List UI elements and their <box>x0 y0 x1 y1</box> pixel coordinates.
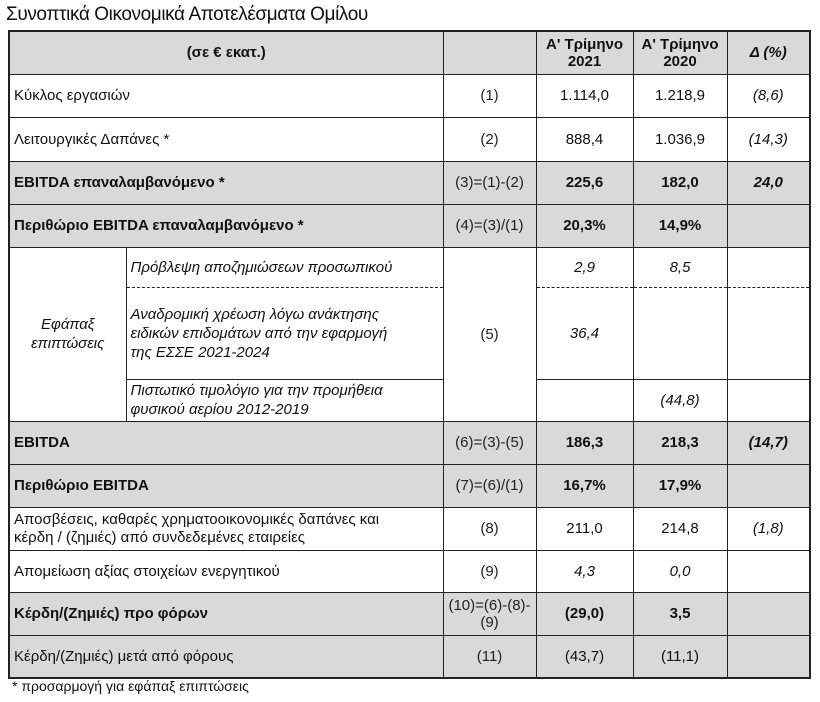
value-2020: 3,5 <box>633 592 727 635</box>
row-profit-after-tax <box>9 635 810 678</box>
value-2020: 1.218,9 <box>633 74 727 117</box>
report-title: Συνοπτικά Οικονομικά Αποτελέσματα Ομίλου <box>6 4 368 25</box>
delta-value <box>727 379 810 421</box>
row-label: Λειτουργικές Δαπάνες * <box>9 117 443 161</box>
row-one-off-2 <box>9 287 810 379</box>
delta-value: (8,6) <box>727 74 810 117</box>
value-2021: 211,0 <box>536 507 633 550</box>
row-ebitda-recurring-margin <box>9 204 810 247</box>
header-row <box>9 31 810 74</box>
row-profit-before-tax <box>9 592 810 635</box>
row-opex <box>9 117 810 161</box>
header-q1-2020: Α' Τρίμηνο 2020 <box>633 31 727 74</box>
value-2021: (29,0) <box>536 592 633 635</box>
value-2021: 2,9 <box>536 247 633 287</box>
header-q1-2021: Α' Τρίμηνο 2021 <box>536 31 633 74</box>
row-label: Αποσβέσεις, καθαρές χρηματοοικονομικές δαπάνες και κέρδη / (ζημιές) από συνδεδεμένες εταιρείες <box>9 507 443 550</box>
value-2020: (44,8) <box>633 379 727 421</box>
row-label: Κέρδη/(Ζημιές) προ φόρων <box>9 592 443 635</box>
value-2020: 14,9% <box>633 204 727 247</box>
row-ref: (7)=(6)/(1) <box>443 464 536 507</box>
row-ref: (9) <box>443 550 536 592</box>
unit-label: (σε € εκατ.) <box>9 31 443 74</box>
value-2020: 17,9% <box>633 464 727 507</box>
row-one-off-1 <box>9 247 810 287</box>
row-ref: (10)=(6)-(8)-(9) <box>443 592 536 635</box>
row-sales <box>9 74 810 117</box>
delta-value: 24,0 <box>727 161 810 204</box>
value-2021: 16,7% <box>536 464 633 507</box>
value-2020: 214,8 <box>633 507 727 550</box>
value-2021: 888,4 <box>536 117 633 161</box>
value-2020 <box>633 287 727 379</box>
one-off-group-label: Εφάπαξ επιπτώσεις <box>9 247 126 421</box>
value-2020: 0,0 <box>633 550 727 592</box>
value-2021: 36,4 <box>536 287 633 379</box>
delta-value <box>727 204 810 247</box>
row-ebitda <box>9 421 810 464</box>
value-2021: 4,3 <box>536 550 633 592</box>
row-label: Κέρδη/(Ζημιές) μετά από φόρους <box>9 635 443 678</box>
row-label: EBITDA επαναλαμβανόμενο * <box>9 161 443 204</box>
value-2021: 225,6 <box>536 161 633 204</box>
delta-value <box>727 635 810 678</box>
delta-value: (14,3) <box>727 117 810 161</box>
row-ref: (5) <box>443 247 536 421</box>
row-ref: (2) <box>443 117 536 161</box>
row-ref: (4)=(3)/(1) <box>443 204 536 247</box>
row-label: Κύκλος εργασιών <box>9 74 443 117</box>
row-label: Περιθώριο EBITDA επαναλαμβανόμενο * <box>9 204 443 247</box>
value-2021: 1.114,0 <box>536 74 633 117</box>
delta-value <box>727 464 810 507</box>
row-depreciation <box>9 507 810 550</box>
delta-value <box>727 550 810 592</box>
value-2020: (11,1) <box>633 635 727 678</box>
row-label: Απομείωση αξίας στοιχείων ενεργητικού <box>9 550 443 592</box>
row-ref: (8) <box>443 507 536 550</box>
value-2021: 186,3 <box>536 421 633 464</box>
row-one-off-3 <box>9 379 810 421</box>
row-ref: (3)=(1)-(2) <box>443 161 536 204</box>
one-off-item-label: Πιστωτικό τιμολόγιο για την προμήθεια φυσικού αερίου 2012-2019 <box>126 379 443 421</box>
value-2020: 218,3 <box>633 421 727 464</box>
one-off-item-label: Πρόβλεψη αποζημιώσεων προσωπικού <box>126 247 443 287</box>
one-off-item-label: Αναδρομική χρέωση λόγω ανάκτησης ειδικών επιδομάτων από την εφαρμογή της ΕΣΣΕ 2021-2024 <box>126 287 443 379</box>
row-ref: (1) <box>443 74 536 117</box>
delta-value <box>727 592 810 635</box>
footnote: * προσαρμογή για εφάπαξ επιπτώσεις <box>12 678 249 694</box>
row-ref: (6)=(3)-(5) <box>443 421 536 464</box>
delta-value: (1,8) <box>727 507 810 550</box>
delta-value <box>727 247 810 287</box>
value-2020: 8,5 <box>633 247 727 287</box>
value-2021: 20,3% <box>536 204 633 247</box>
value-2020: 182,0 <box>633 161 727 204</box>
header-ref-cell <box>443 31 536 74</box>
delta-value: (14,7) <box>727 421 810 464</box>
delta-value <box>727 287 810 379</box>
row-ebitda-margin <box>9 464 810 507</box>
row-label: Περιθώριο EBITDA <box>9 464 443 507</box>
row-ref: (11) <box>443 635 536 678</box>
value-2021: (43,7) <box>536 635 633 678</box>
header-delta: Δ (%) <box>727 31 810 74</box>
row-impairment <box>9 550 810 592</box>
value-2020: 1.036,9 <box>633 117 727 161</box>
value-2021 <box>536 379 633 421</box>
row-label: EBITDA <box>9 421 443 464</box>
row-ebitda-recurring <box>9 161 810 204</box>
financial-results-table <box>8 30 811 679</box>
